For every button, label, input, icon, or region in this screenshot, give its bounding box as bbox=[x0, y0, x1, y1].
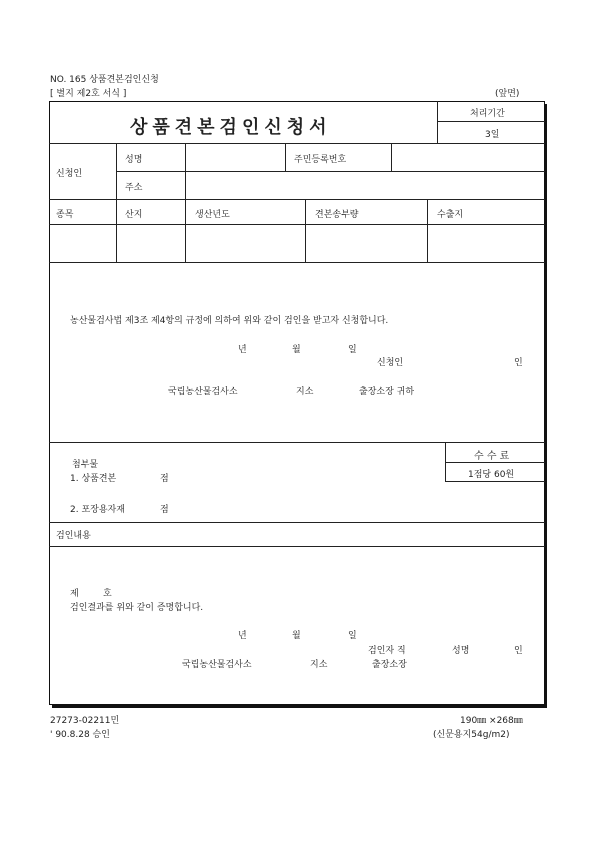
attachment-sample-unit: 점 bbox=[160, 474, 169, 484]
origin-field[interactable] bbox=[117, 225, 184, 261]
attachment-item-sample: 1. 상품견본 bbox=[70, 474, 117, 484]
inspection-statement: 검인결과를 위와 같이 증명합니다. bbox=[70, 603, 204, 613]
inspection-office-head: 출장소장 bbox=[372, 660, 407, 670]
applicant-seal: 인 bbox=[514, 358, 523, 368]
inspection-date-month: 월 bbox=[292, 631, 301, 641]
application-statement: 농산물검사법 제3조 제4항의 규정에 의하여 위와 같이 검인을 받고자 신청합니다. bbox=[70, 316, 389, 326]
page-side-label: (앞면) bbox=[495, 89, 520, 99]
attachment-label: [ 별지 제2호 서식 ] bbox=[50, 89, 127, 99]
divider bbox=[445, 442, 446, 481]
fee-value: 1점당 60원 bbox=[468, 470, 515, 480]
divider bbox=[49, 442, 545, 443]
divider bbox=[49, 262, 545, 263]
date-year-label: 년 bbox=[238, 345, 247, 355]
divider bbox=[437, 101, 438, 143]
attachment-packaging-unit: 점 bbox=[160, 505, 169, 515]
production-year-header: 생산년도 bbox=[195, 210, 230, 220]
divider bbox=[285, 143, 286, 171]
inspection-branch: 지소 bbox=[310, 660, 328, 670]
approval-date: ' 90.8.28 승인 bbox=[50, 730, 110, 740]
name-field[interactable] bbox=[186, 144, 284, 170]
inspector-name-label: 성명 bbox=[452, 646, 470, 656]
attachments-label: 첨부물 bbox=[72, 460, 99, 470]
inspection-content-label: 검인내용 bbox=[56, 531, 91, 541]
inspector-seal: 인 bbox=[514, 646, 523, 656]
processing-period-label: 처리기간 bbox=[470, 109, 505, 119]
resident-number-label: 주민등록번호 bbox=[294, 155, 347, 165]
form-number: NO. 165 상품견본검인신청 bbox=[50, 75, 159, 85]
divider bbox=[445, 462, 545, 463]
divider bbox=[116, 143, 117, 199]
divider bbox=[49, 522, 545, 523]
export-destination-field[interactable] bbox=[428, 225, 544, 261]
recipient-office: 국립농산물검사소 bbox=[168, 387, 238, 397]
sample-quantity-header: 견본송부량 bbox=[315, 210, 359, 220]
applicant-signature-label: 신청인 bbox=[377, 358, 404, 368]
item-type-header: 종목 bbox=[56, 210, 74, 220]
form-shadow-right bbox=[545, 104, 547, 708]
production-year-field[interactable] bbox=[186, 225, 304, 261]
form-title: 상품견본검인신청서 bbox=[130, 117, 332, 138]
divider bbox=[437, 121, 545, 122]
divider bbox=[445, 481, 545, 482]
recipient-branch: 지소 bbox=[296, 387, 314, 397]
paper-size: 190㎜ ×268㎜ bbox=[460, 716, 523, 726]
address-field[interactable] bbox=[186, 172, 544, 198]
origin-header: 산지 bbox=[125, 210, 143, 220]
sample-quantity-field[interactable] bbox=[306, 225, 426, 261]
divider bbox=[49, 199, 545, 200]
name-label: 성명 bbox=[125, 155, 143, 165]
recipient-addressee: 출장소장 귀하 bbox=[359, 387, 415, 397]
inspector-position-label: 검인자 직 bbox=[368, 646, 406, 656]
date-day-label: 일 bbox=[348, 345, 357, 355]
processing-period-value: 3일 bbox=[485, 130, 500, 140]
inspection-office: 국립농산물검사소 bbox=[182, 660, 252, 670]
export-destination-header: 수출지 bbox=[437, 210, 464, 220]
address-label: 주소 bbox=[125, 183, 143, 193]
certificate-number-suffix: 호 bbox=[103, 589, 112, 599]
form-shadow-bottom bbox=[52, 705, 547, 708]
inspection-date-day: 일 bbox=[348, 631, 357, 641]
divider bbox=[49, 546, 545, 547]
fee-label: 수 수 료 bbox=[474, 451, 510, 462]
inspection-date-year: 년 bbox=[238, 631, 247, 641]
date-month-label: 월 bbox=[292, 345, 301, 355]
item-type-field[interactable] bbox=[50, 225, 115, 261]
attachment-item-packaging: 2. 포장용자재 bbox=[70, 505, 125, 515]
resident-number-field[interactable] bbox=[392, 144, 544, 170]
paper-type: (신문용지54g/m2) bbox=[433, 730, 510, 740]
form-code: 27273-02211민 bbox=[50, 716, 120, 726]
applicant-label: 신청인 bbox=[56, 169, 83, 179]
certificate-number-prefix: 제 bbox=[70, 589, 79, 599]
